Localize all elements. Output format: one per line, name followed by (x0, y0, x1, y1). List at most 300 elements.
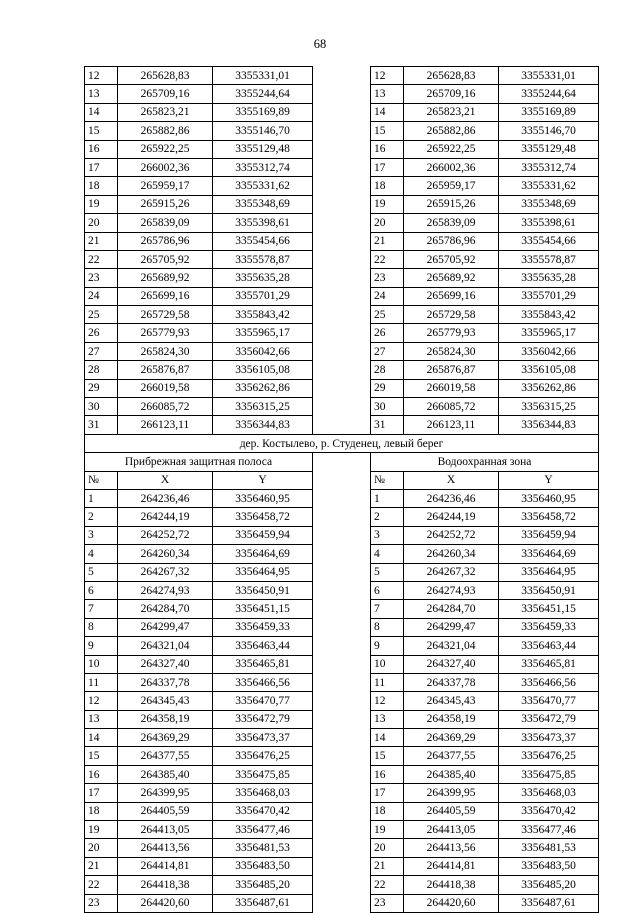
gap-cell (313, 471, 371, 489)
left-point-number: 10 (85, 655, 118, 673)
right-x-value: 265876,87 (404, 361, 499, 379)
left-x-value: 264399,95 (118, 784, 213, 802)
left-y-value: 3355701,29 (213, 287, 313, 305)
left-point-number: 25 (85, 306, 118, 324)
right-x-value: 265922,25 (404, 140, 499, 158)
left-point-number: 8 (85, 618, 118, 636)
left-y-value: 3356477,46 (213, 821, 313, 839)
right-x-value: 265689,92 (404, 269, 499, 287)
gap-cell (313, 784, 371, 802)
right-y-value: 3356465,81 (499, 655, 599, 673)
left-x-value: 264369,29 (118, 729, 213, 747)
table-row (85, 306, 599, 324)
left-point-number: 5 (85, 563, 118, 581)
left-y-value: 3356485,20 (213, 876, 313, 894)
table-row (85, 269, 599, 287)
left-y-value: 3355331,01 (213, 67, 313, 85)
table-row (85, 618, 599, 636)
table-row (85, 122, 599, 140)
left-x-value: 266019,58 (118, 379, 213, 397)
right-x-value: 264399,95 (404, 784, 499, 802)
gap-cell (313, 821, 371, 839)
right-y-value: 3356481,53 (499, 839, 599, 857)
locality-row (85, 434, 599, 452)
right-point-number: 29 (371, 379, 404, 397)
left-x-value: 266085,72 (118, 398, 213, 416)
right-point-number: 9 (371, 637, 404, 655)
left-y-value: 3356344,83 (213, 416, 313, 434)
right-y-value: 3356042,66 (499, 342, 599, 360)
left-point-number: 29 (85, 379, 118, 397)
right-y-value: 3356460,95 (499, 489, 599, 507)
right-point-number: 12 (371, 692, 404, 710)
right-point-number: 30 (371, 398, 404, 416)
table-row (85, 379, 599, 397)
gap-cell (313, 673, 371, 691)
table-row (85, 729, 599, 747)
right-x-value: 265628,83 (404, 67, 499, 85)
left-point-number: 4 (85, 545, 118, 563)
right-y-value: 3356464,95 (499, 563, 599, 581)
left-x-value: 265729,58 (118, 306, 213, 324)
right-y-value: 3356487,61 (499, 894, 599, 912)
left-point-number: 12 (85, 692, 118, 710)
left-point-number: 21 (85, 232, 118, 250)
left-y-value: 3356470,42 (213, 802, 313, 820)
right-x-value: 264377,55 (404, 747, 499, 765)
right-x-value: 265824,30 (404, 342, 499, 360)
gap-cell (313, 361, 371, 379)
right-y-value: 3356476,25 (499, 747, 599, 765)
right-y-value: 3356463,44 (499, 637, 599, 655)
right-point-number: 19 (371, 821, 404, 839)
right-y-value: 3356262,86 (499, 379, 599, 397)
table-row (85, 526, 599, 544)
left-y-value: 3355146,70 (213, 122, 313, 140)
right-x-value: 264284,70 (404, 600, 499, 618)
gap-cell (313, 710, 371, 728)
right-point-number: 17 (371, 158, 404, 176)
section2-body (85, 489, 599, 912)
left-point-number: 19 (85, 195, 118, 213)
left-y-value: 3356451,15 (213, 600, 313, 618)
gap-cell (313, 729, 371, 747)
table-row (85, 747, 599, 765)
right-y-value: 3355244,64 (499, 85, 599, 103)
table-row (85, 637, 599, 655)
left-y-value: 3356481,53 (213, 839, 313, 857)
left-y-value: 3356458,72 (213, 508, 313, 526)
right-point-number: 13 (371, 710, 404, 728)
left-x-value: 264252,72 (118, 526, 213, 544)
right-point-number: 22 (371, 250, 404, 268)
left-y-value: 3356463,44 (213, 637, 313, 655)
table-row (85, 839, 599, 857)
table-row (85, 214, 599, 232)
right-y-value: 3355965,17 (499, 324, 599, 342)
left-x-value: 265628,83 (118, 67, 213, 85)
gap-cell (313, 103, 371, 121)
right-point-number: 14 (371, 103, 404, 121)
left-x-value: 266002,36 (118, 158, 213, 176)
right-y-value: 3355146,70 (499, 122, 599, 140)
right-point-number: 11 (371, 673, 404, 691)
gap-cell (313, 489, 371, 507)
gap-cell (313, 563, 371, 581)
right-y-value: 3355348,69 (499, 195, 599, 213)
column-header-row (85, 471, 599, 489)
right-y-value: 3355331,01 (499, 67, 599, 85)
left-point-number: 24 (85, 287, 118, 305)
right-y-value: 3356472,79 (499, 710, 599, 728)
right-x-value: 264369,29 (404, 729, 499, 747)
gap-cell (313, 802, 371, 820)
left-y-value: 3355578,87 (213, 250, 313, 268)
left-x-value: 264414,81 (118, 857, 213, 875)
right-y-value: 3356473,37 (499, 729, 599, 747)
left-point-number: 14 (85, 103, 118, 121)
right-point-number: 15 (371, 122, 404, 140)
right-point-number: 16 (371, 765, 404, 783)
left-y-value: 3355454,66 (213, 232, 313, 250)
left-y-value: 3356464,95 (213, 563, 313, 581)
right-point-number: 15 (371, 747, 404, 765)
right-x-value: 264405,59 (404, 802, 499, 820)
right-y-value: 3355701,29 (499, 287, 599, 305)
table-row (85, 416, 599, 434)
left-x-value: 264337,78 (118, 673, 213, 691)
right-header-y: Y (499, 471, 599, 489)
left-point-number: 13 (85, 85, 118, 103)
left-y-value: 3355348,69 (213, 195, 313, 213)
left-point-number: 22 (85, 876, 118, 894)
right-point-number: 28 (371, 361, 404, 379)
right-point-number: 23 (371, 894, 404, 912)
gap-cell (313, 453, 371, 471)
left-y-value: 3356459,94 (213, 526, 313, 544)
gap-cell (313, 195, 371, 213)
table-row (85, 894, 599, 912)
left-point-number: 20 (85, 214, 118, 232)
left-x-value: 265823,21 (118, 103, 213, 121)
gap-cell (313, 545, 371, 563)
gap-cell (313, 655, 371, 673)
table-row (85, 710, 599, 728)
zone-title-row (85, 453, 599, 471)
gap-cell (313, 416, 371, 434)
left-x-value: 265839,09 (118, 214, 213, 232)
right-point-number: 21 (371, 857, 404, 875)
left-y-value: 3356483,50 (213, 857, 313, 875)
right-point-number: 17 (371, 784, 404, 802)
left-y-value: 3356315,25 (213, 398, 313, 416)
right-point-number: 7 (371, 600, 404, 618)
left-x-value: 264244,19 (118, 508, 213, 526)
left-y-value: 3356262,86 (213, 379, 313, 397)
table-row (85, 581, 599, 599)
right-x-value: 264252,72 (404, 526, 499, 544)
table-row (85, 802, 599, 820)
right-x-value: 265779,93 (404, 324, 499, 342)
left-point-number: 23 (85, 269, 118, 287)
left-y-value: 3356472,79 (213, 710, 313, 728)
right-y-value: 3356105,08 (499, 361, 599, 379)
right-y-value: 3356466,56 (499, 673, 599, 691)
gap-cell (313, 747, 371, 765)
gap-cell (313, 158, 371, 176)
gap-cell (313, 379, 371, 397)
gap-cell (313, 600, 371, 618)
left-y-value: 3355169,89 (213, 103, 313, 121)
left-y-value: 3356470,77 (213, 692, 313, 710)
right-point-number: 22 (371, 876, 404, 894)
right-x-value: 265699,16 (404, 287, 499, 305)
table-row (85, 508, 599, 526)
left-y-value: 3355312,74 (213, 158, 313, 176)
left-y-value: 3356468,03 (213, 784, 313, 802)
gap-cell (313, 269, 371, 287)
right-x-value: 264413,56 (404, 839, 499, 857)
left-y-value: 3356464,69 (213, 545, 313, 563)
gap-cell (313, 342, 371, 360)
right-y-value: 3356450,91 (499, 581, 599, 599)
left-x-value: 264385,40 (118, 765, 213, 783)
table-row (85, 545, 599, 563)
right-y-value: 3355843,42 (499, 306, 599, 324)
gap-cell (313, 306, 371, 324)
left-x-value: 265689,92 (118, 269, 213, 287)
left-zone-title: Прибрежная защитная полоса (85, 453, 313, 471)
left-y-value: 3356476,25 (213, 747, 313, 765)
table-row (85, 692, 599, 710)
right-x-value: 264345,43 (404, 692, 499, 710)
table-row (85, 177, 599, 195)
left-x-value: 264413,05 (118, 821, 213, 839)
left-x-value: 264267,32 (118, 563, 213, 581)
right-point-number: 4 (371, 545, 404, 563)
right-x-value: 266123,11 (404, 416, 499, 434)
table-row (85, 324, 599, 342)
table-row (85, 361, 599, 379)
table-row (85, 232, 599, 250)
left-x-value: 265779,93 (118, 324, 213, 342)
right-y-value: 3356470,42 (499, 802, 599, 820)
section2-header (85, 434, 599, 489)
left-x-value: 265709,16 (118, 85, 213, 103)
left-y-value: 3356466,56 (213, 673, 313, 691)
right-x-value: 266085,72 (404, 398, 499, 416)
left-x-value: 264413,56 (118, 839, 213, 857)
left-x-value: 265882,86 (118, 122, 213, 140)
right-x-value: 264337,78 (404, 673, 499, 691)
left-point-number: 9 (85, 637, 118, 655)
left-y-value: 3355843,42 (213, 306, 313, 324)
right-x-value: 264327,40 (404, 655, 499, 673)
right-x-value: 265839,09 (404, 214, 499, 232)
left-x-value: 264418,38 (118, 876, 213, 894)
left-x-value: 265922,25 (118, 140, 213, 158)
right-x-value: 265882,86 (404, 122, 499, 140)
left-point-number: 31 (85, 416, 118, 434)
table-row (85, 489, 599, 507)
table-row (85, 857, 599, 875)
right-point-number: 23 (371, 269, 404, 287)
right-header-x: X (404, 471, 499, 489)
gap-cell (313, 839, 371, 857)
gap-cell (313, 894, 371, 912)
right-x-value: 264385,40 (404, 765, 499, 783)
right-y-value: 3355331,62 (499, 177, 599, 195)
left-x-value: 265876,87 (118, 361, 213, 379)
right-y-value: 3355398,61 (499, 214, 599, 232)
left-x-value: 264405,59 (118, 802, 213, 820)
right-point-number: 26 (371, 324, 404, 342)
right-y-value: 3355578,87 (499, 250, 599, 268)
right-x-value: 264274,93 (404, 581, 499, 599)
left-point-number: 2 (85, 508, 118, 526)
gap-cell (313, 857, 371, 875)
left-point-number: 30 (85, 398, 118, 416)
table-row (85, 287, 599, 305)
left-x-value: 264260,34 (118, 545, 213, 563)
right-y-value: 3356483,50 (499, 857, 599, 875)
left-y-value: 3356105,08 (213, 361, 313, 379)
gap-cell (313, 508, 371, 526)
left-header-y: Y (213, 471, 313, 489)
right-point-number: 12 (371, 67, 404, 85)
gap-cell (313, 618, 371, 636)
left-point-number: 19 (85, 821, 118, 839)
right-y-value: 3356477,46 (499, 821, 599, 839)
left-point-number: 23 (85, 894, 118, 912)
left-x-value: 264377,55 (118, 747, 213, 765)
right-x-value: 264260,34 (404, 545, 499, 563)
left-y-value: 3355635,28 (213, 269, 313, 287)
left-x-value: 264321,04 (118, 637, 213, 655)
right-y-value: 3356464,69 (499, 545, 599, 563)
right-x-value: 264267,32 (404, 563, 499, 581)
right-y-value: 3356485,20 (499, 876, 599, 894)
right-x-value: 265729,58 (404, 306, 499, 324)
gap-cell (313, 637, 371, 655)
right-point-number: 16 (371, 140, 404, 158)
left-y-value: 3355965,17 (213, 324, 313, 342)
gap-cell (313, 765, 371, 783)
table-row (85, 67, 599, 85)
left-point-number: 11 (85, 673, 118, 691)
right-x-value: 265709,16 (404, 85, 499, 103)
left-y-value: 3355398,61 (213, 214, 313, 232)
right-x-value: 264414,81 (404, 857, 499, 875)
table-row (85, 563, 599, 581)
right-header-no: № (371, 471, 404, 489)
right-point-number: 6 (371, 581, 404, 599)
left-point-number: 6 (85, 581, 118, 599)
left-x-value: 265705,92 (118, 250, 213, 268)
left-y-value: 3356450,91 (213, 581, 313, 599)
gap-cell (313, 581, 371, 599)
right-x-value: 264420,60 (404, 894, 499, 912)
left-point-number: 14 (85, 729, 118, 747)
left-point-number: 12 (85, 67, 118, 85)
left-point-number: 15 (85, 122, 118, 140)
left-point-number: 27 (85, 342, 118, 360)
right-point-number: 18 (371, 802, 404, 820)
right-x-value: 264418,38 (404, 876, 499, 894)
locality-title: дер. Костылево, р. Студенец, левый берег (85, 434, 599, 452)
right-x-value: 265705,92 (404, 250, 499, 268)
table-row (85, 600, 599, 618)
gap-cell (313, 85, 371, 103)
right-x-value: 264413,05 (404, 821, 499, 839)
table-row (85, 784, 599, 802)
right-zone-title: Водоохранная зона (371, 453, 599, 471)
table-row (85, 876, 599, 894)
table-row (85, 140, 599, 158)
table-row (85, 250, 599, 268)
right-x-value: 266019,58 (404, 379, 499, 397)
left-point-number: 17 (85, 158, 118, 176)
left-x-value: 265959,17 (118, 177, 213, 195)
right-y-value: 3355169,89 (499, 103, 599, 121)
left-x-value: 264420,60 (118, 894, 213, 912)
table-row (85, 821, 599, 839)
table-row (85, 655, 599, 673)
left-y-value: 3356465,81 (213, 655, 313, 673)
right-x-value: 264299,47 (404, 618, 499, 636)
table-row (85, 398, 599, 416)
gap-cell (313, 324, 371, 342)
left-point-number: 28 (85, 361, 118, 379)
section1-body (85, 67, 599, 435)
right-x-value: 265786,96 (404, 232, 499, 250)
right-point-number: 25 (371, 306, 404, 324)
left-y-value: 3356042,66 (213, 342, 313, 360)
table-row (85, 195, 599, 213)
left-point-number: 1 (85, 489, 118, 507)
right-x-value: 264236,46 (404, 489, 499, 507)
right-point-number: 14 (371, 729, 404, 747)
gap-cell (313, 287, 371, 305)
table-row (85, 103, 599, 121)
right-point-number: 3 (371, 526, 404, 544)
left-x-value: 264327,40 (118, 655, 213, 673)
right-y-value: 3355454,66 (499, 232, 599, 250)
right-point-number: 20 (371, 214, 404, 232)
left-y-value: 3355331,62 (213, 177, 313, 195)
coordinates-table (84, 66, 599, 913)
left-point-number: 15 (85, 747, 118, 765)
right-point-number: 24 (371, 287, 404, 305)
left-y-value: 3355244,64 (213, 85, 313, 103)
left-y-value: 3356459,33 (213, 618, 313, 636)
table-row (85, 765, 599, 783)
left-point-number: 26 (85, 324, 118, 342)
right-point-number: 13 (371, 85, 404, 103)
right-y-value: 3356475,85 (499, 765, 599, 783)
right-point-number: 8 (371, 618, 404, 636)
gap-cell (313, 214, 371, 232)
right-point-number: 21 (371, 232, 404, 250)
gap-cell (313, 67, 371, 85)
left-x-value: 266123,11 (118, 416, 213, 434)
left-x-value: 264274,93 (118, 581, 213, 599)
right-point-number: 31 (371, 416, 404, 434)
left-point-number: 18 (85, 177, 118, 195)
right-y-value: 3356451,15 (499, 600, 599, 618)
left-point-number: 7 (85, 600, 118, 618)
left-point-number: 20 (85, 839, 118, 857)
